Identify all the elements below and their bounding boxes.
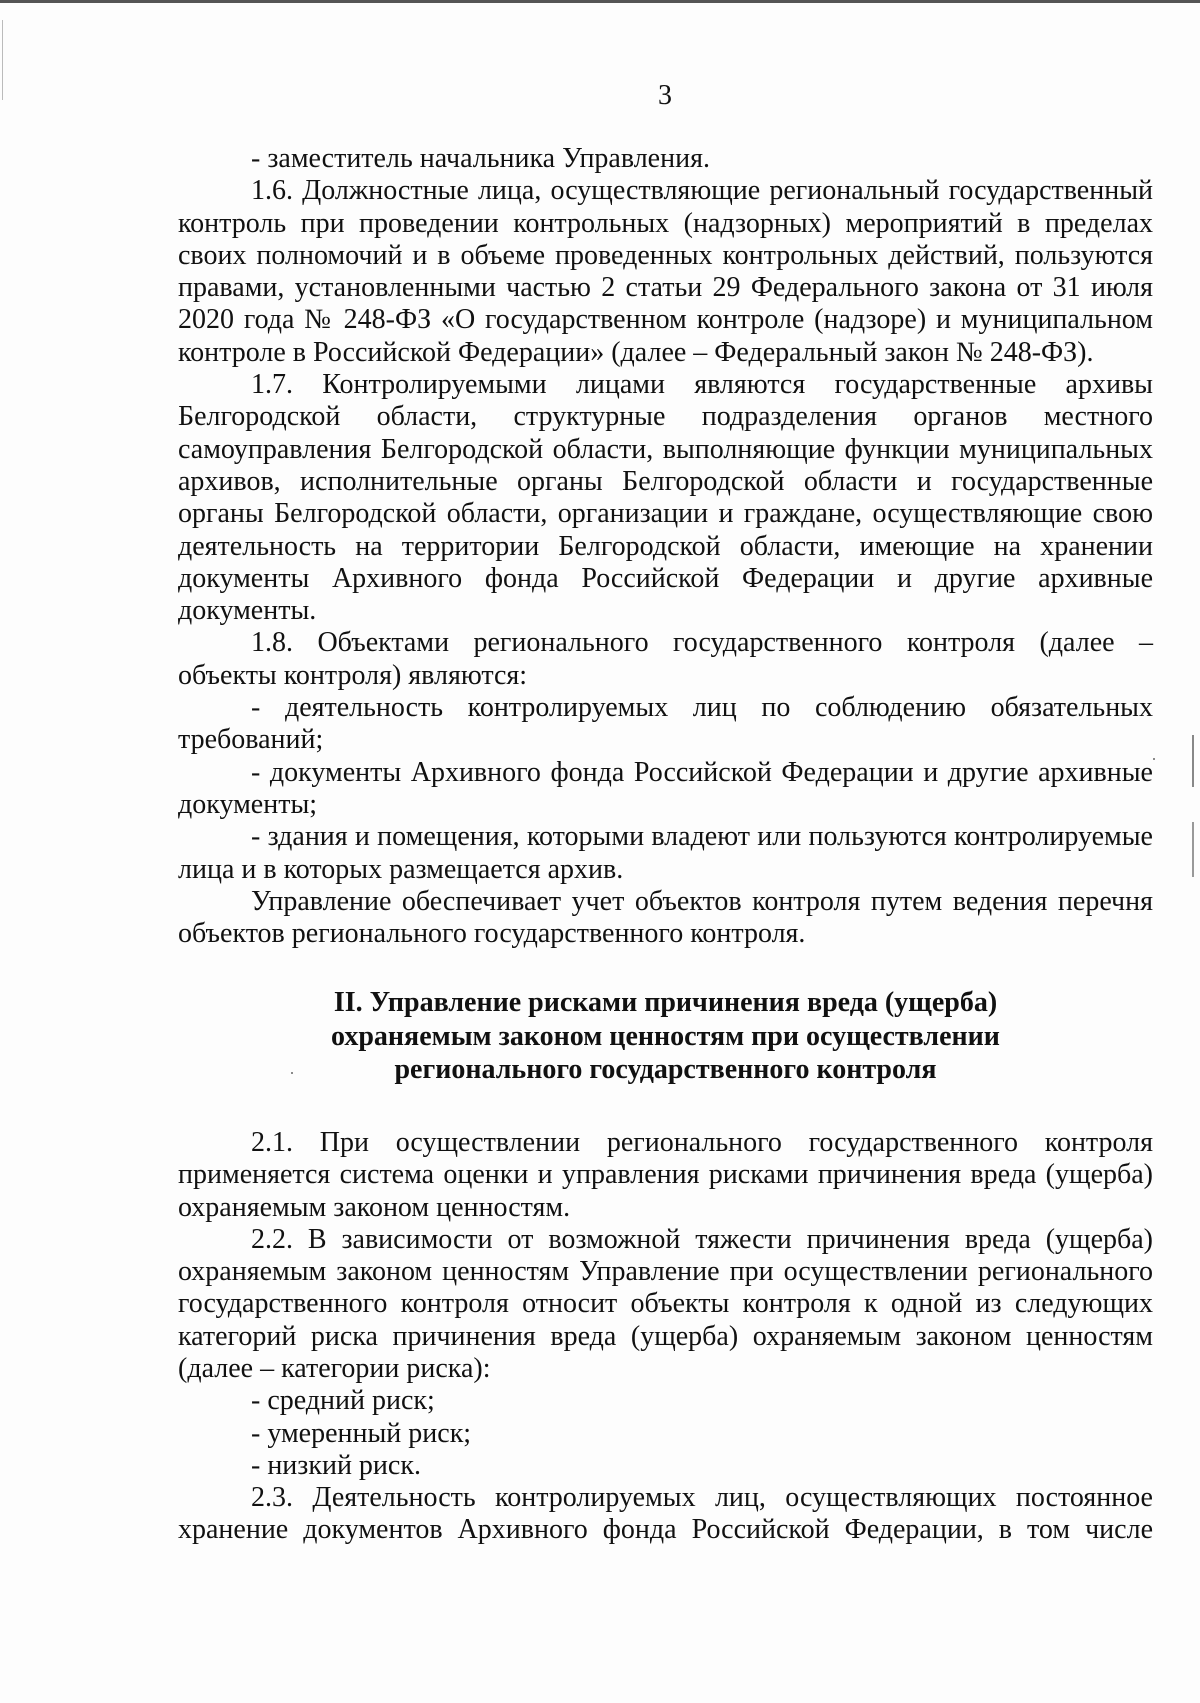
section-heading	[178, 986, 1153, 1087]
list-item-medium-risk: - средний риск;	[251, 1385, 435, 1417]
paragraph-accounting: Управление обеспечивает учет объектов контроля путем ведения перечня объектов регионального государственного контроля.	[178, 885, 1153, 950]
list-item-buildings: - здания и помещения, которыми владеют или пользуются контролируемые лица и в которых размещается архив.	[178, 821, 1153, 885]
list-item-documents: - документы Архивного фонда Российской Федерации и другие архивные документы;	[178, 756, 1153, 820]
paragraph-deputy: - заместитель начальника Управления.	[251, 143, 710, 174]
scan-mark-right	[1192, 735, 1194, 787]
paragraph-1-6: 1.6. Должностные лица, осуществляющие региональный государственный контроль при проведении контрольных (надзорных) мероприятий в пределах своих полномочий и в объеме проведенных контрольных действий, пользуются правами, установленными частью 2 статьи 29 Федерального закона от 31 июля 2020 года № 248-ФЗ «О государственном контроле (надзоре) и муниципальном контроле в Российской Федерации» (далее – Федеральный закон № 248-ФЗ).	[178, 175, 1153, 368]
scan-speck	[1153, 758, 1155, 760]
list-item-moderate-risk: - умеренный риск;	[251, 1417, 472, 1449]
section-heading-line: охраняемым законом ценностям при осуществлении	[331, 1020, 1000, 1052]
scan-mark-right	[1192, 822, 1194, 877]
section-heading-line: регионального государственного контроля	[394, 1054, 937, 1086]
paragraph-1-7: 1.7. Контролируемыми лицами являются государственные архивы Белгородской области, структурные подразделения органов местного самоуправления Белгородской области, выполняющие функции муниципальных архивов, исполнительные органы Белгородской области и государственные органы Белгородской области, организации и граждане, осуществляющие свою деятельность на территории Белгородской области, имеющие на хранении документы Архивного фонда Российской Федерации и другие архивные документы.	[178, 369, 1153, 627]
scan-edge-left	[2, 20, 3, 100]
list-item-low-risk: - низкий риск.	[251, 1449, 421, 1481]
paragraph-2-2: 2.2. В зависимости от возможной тяжести причинения вреда (ущерба) охраняемым законом ценностям Управление при осуществлении регионального государственного контроля относит объекты контроля к одной из следующих категорий риска причинения вреда (ущерба) охраняемым законом ценностям (далее – категории риска):	[178, 1223, 1153, 1384]
scan-edge-top	[0, 0, 1200, 3]
paragraph-2-3: 2.3. Деятельность контролируемых лиц, осуществляющих постоянное хранение документов Архивного фонда Российской Федерации, в том числе	[178, 1482, 1153, 1546]
paragraph-2-1: 2.1. При осуществлении регионального государственного контроля применяется система оценки и управления рисками причинения вреда (ущерба) охраняемым законом ценностям.	[178, 1126, 1153, 1223]
page-number: 3	[658, 80, 672, 111]
paragraph-1-8: 1.8. Объектами регионального государственного контроля (далее – объекты контроля) являются:	[178, 627, 1153, 691]
list-item-activity: - деятельность контролируемых лиц по соблюдению обязательных требований;	[178, 692, 1153, 756]
document-body	[178, 143, 1153, 1547]
section-heading-line: II. Управление рисками причинения вреда (ущерба)	[333, 987, 998, 1019]
